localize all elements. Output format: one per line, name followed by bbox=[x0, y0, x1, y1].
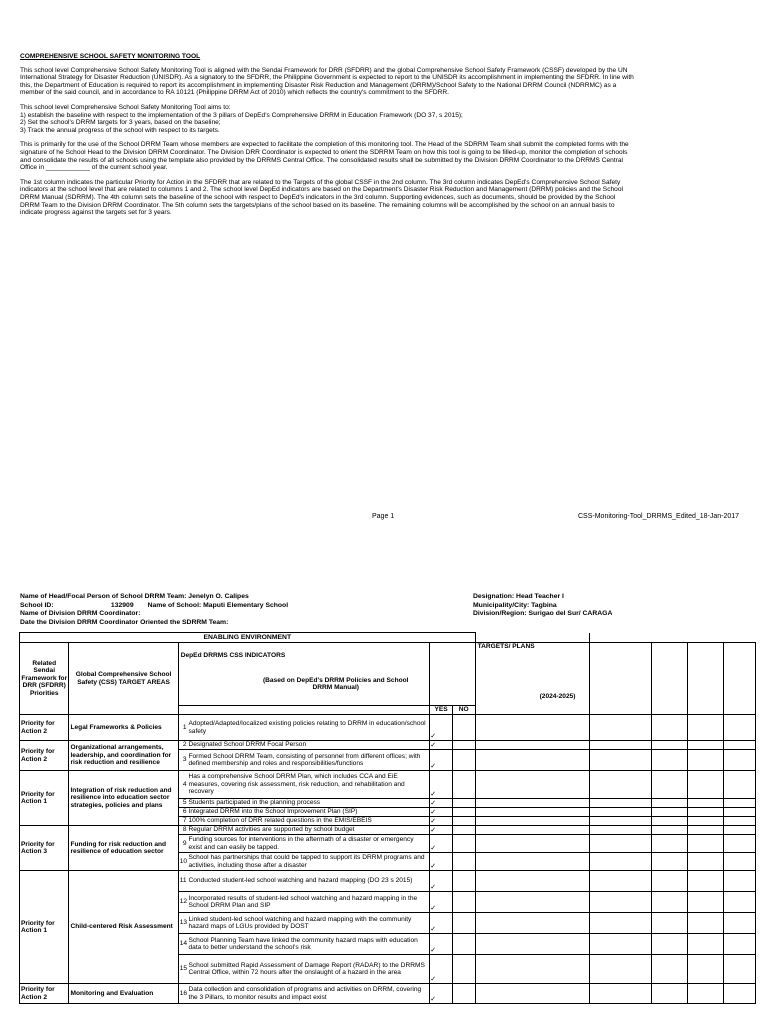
division-coordinator: Name of Division DRRM Coordinator: bbox=[20, 610, 141, 617]
target-cell[interactable] bbox=[475, 892, 589, 913]
head-person: Name of Head/Focal Person of School DRRM Team: Jenelyn O. Calipes bbox=[20, 593, 249, 600]
school-id-row bbox=[20, 602, 460, 611]
priority-cell: Priority for Action 2 bbox=[20, 741, 69, 771]
indicator-text: 100% completion of DRR related questions in the EMIS/EBEIS bbox=[187, 817, 429, 826]
progress-cell[interactable] bbox=[651, 934, 687, 955]
yes-cell[interactable]: ✓ bbox=[430, 955, 453, 984]
indicator-number: 14 bbox=[178, 934, 187, 955]
header-target-area: Global Comprehensive School Safety (CSS) TARGET AREAS bbox=[69, 643, 178, 715]
no-cell[interactable] bbox=[452, 835, 475, 853]
yes-cell[interactable]: ✓ bbox=[430, 853, 453, 871]
progress-cell[interactable] bbox=[687, 984, 723, 1004]
indicator-text: Incorporated results of student-led school watching and hazard mapping in the School DRRM Plan and SIP bbox=[187, 892, 429, 913]
progress-cell[interactable] bbox=[651, 955, 687, 984]
header-empty bbox=[589, 643, 651, 715]
indicator-number: 10 bbox=[178, 853, 187, 871]
progress-cell[interactable] bbox=[651, 892, 687, 913]
text-line: International Strategy for Disaster Reduction (UNISDR). As a signatory to the SFDRR, the Philippine Government is expected to report to the UNISDR its accomplishment in implementing the SFDRR. In line with bbox=[20, 74, 634, 82]
yes-cell[interactable]: ✓ bbox=[430, 892, 453, 913]
priority-cell: Priority for Action 1 bbox=[20, 871, 69, 984]
indicator-number: 4 bbox=[178, 771, 187, 799]
file-name: CSS-Monitoring-Tool_DRRMS_Edited_18-Jan-2017 bbox=[578, 513, 740, 520]
yes-cell[interactable]: ✓ bbox=[430, 913, 453, 934]
header-yes: YES bbox=[430, 706, 453, 715]
progress-cell[interactable] bbox=[651, 826, 687, 835]
document-title: COMPREHENSIVE SCHOOL SAFETY MONITORING TOOL bbox=[20, 53, 201, 60]
indicator-text: Adopted/Adapted/localized existing policies relating to DRRM in education/school safety bbox=[187, 715, 429, 741]
progress-cell[interactable] bbox=[589, 913, 651, 934]
indicator-text: School has partnerships that could be tapped to support its DRRM programs and activities, including those after a disaster bbox=[187, 853, 429, 871]
indicator-number: 11 bbox=[178, 871, 187, 892]
section-banner: ENABLING ENVIRONMENT bbox=[20, 633, 476, 643]
progress-cell[interactable] bbox=[651, 808, 687, 817]
target-cell[interactable] bbox=[475, 984, 589, 1004]
progress-cell[interactable] bbox=[687, 715, 723, 741]
priority-cell: Priority for Action 1 bbox=[20, 771, 69, 826]
indicator-text: Funding sources for interventions in the aftermath of a disaster or emergency exist and can easily be tapped. bbox=[187, 835, 429, 853]
header-baseline bbox=[430, 643, 475, 706]
indicator-text: Linked student-led school watching and hazard mapping with the community hazard maps of LGUs provided by DOST bbox=[187, 913, 429, 934]
progress-cell[interactable] bbox=[589, 835, 651, 853]
indicator-number: 9 bbox=[178, 835, 187, 853]
progress-cell[interactable] bbox=[723, 750, 755, 771]
progress-cell[interactable] bbox=[687, 817, 723, 826]
progress-cell[interactable] bbox=[589, 741, 651, 750]
progress-cell[interactable] bbox=[651, 771, 687, 799]
no-cell[interactable] bbox=[452, 955, 475, 984]
target-cell[interactable] bbox=[475, 750, 589, 771]
no-cell[interactable] bbox=[452, 808, 475, 817]
progress-cell[interactable] bbox=[651, 913, 687, 934]
progress-cell[interactable] bbox=[723, 741, 755, 750]
table-row bbox=[20, 741, 756, 750]
progress-cell[interactable] bbox=[651, 853, 687, 871]
target-area-cell: Funding for risk reduction and resilience of education sector bbox=[69, 826, 178, 871]
indicator-text: Integrated DRRM into the School Improvement Plan (SIP) bbox=[187, 808, 429, 817]
indicator-text: School submitted Rapid Assessment of Damage Report (RADAR) to the DRRMS Central Office, within 72 hours after the onslaught of a hazard in the area bbox=[187, 955, 429, 984]
target-area-cell: Organizational arrangements, leadership, and coordination for risk reduction and resilience bbox=[69, 741, 178, 771]
text-line: DRRM Manual (SDRRM). The 4th column sets the baseline of the school with respect to DepEd's indicators in the 3rd column. Supporting evidences, such as documents, should be provided by the School bbox=[20, 193, 616, 201]
no-cell[interactable] bbox=[452, 715, 475, 741]
municipality: Municipality/City: Tagbina bbox=[473, 601, 557, 609]
progress-cell[interactable] bbox=[723, 771, 755, 799]
indicator-number: 8 bbox=[178, 826, 187, 835]
yes-cell[interactable]: ✓ bbox=[430, 984, 453, 1004]
no-cell[interactable] bbox=[452, 984, 475, 1004]
text-line: This is primarily for the use of the School DRRM Team whose members are expected to facilitate the completion of this monitoring tool. The Head of the SDRRM Team shall submit the completed forms with the bbox=[20, 141, 629, 149]
yes-cell[interactable]: ✓ bbox=[430, 799, 453, 808]
target-cell[interactable] bbox=[475, 871, 589, 892]
progress-cell[interactable] bbox=[687, 808, 723, 817]
header-targets bbox=[475, 643, 589, 715]
intro-paragraph-2 bbox=[20, 104, 752, 134]
header-indicators-note: (Based on DepEd's DRRM Policies and School DRRM Manual) bbox=[262, 677, 409, 692]
yes-cell[interactable]: ✓ bbox=[430, 808, 453, 817]
indicator-number: 1 bbox=[178, 715, 187, 741]
progress-cell[interactable] bbox=[651, 835, 687, 853]
header-empty bbox=[651, 643, 687, 715]
progress-cell[interactable] bbox=[589, 750, 651, 771]
text-line: Office in ____________ of the current school year. bbox=[20, 164, 168, 172]
target-cell[interactable] bbox=[475, 808, 589, 817]
indicator-text: Regular DRRM activities are supported by school budget bbox=[187, 826, 429, 835]
date-oriented: Date the Division DRRM Coordinator Oriented the SDRRM Team: bbox=[20, 618, 229, 626]
target-cell[interactable] bbox=[475, 771, 589, 799]
indicator-number: 16 bbox=[178, 984, 187, 1004]
yes-cell[interactable]: ✓ bbox=[430, 817, 453, 826]
progress-cell[interactable] bbox=[651, 741, 687, 750]
target-cell[interactable] bbox=[475, 934, 589, 955]
progress-cell[interactable] bbox=[589, 871, 651, 892]
no-cell[interactable] bbox=[452, 799, 475, 808]
progress-cell[interactable] bbox=[687, 934, 723, 955]
text-line: indicators at the school level that are related to columns 1 and 2. The school level DepEd indicators are based on the Department's Disaster Risk Reduction and Management (DRRM) policies and the School bbox=[20, 186, 623, 194]
yes-cell[interactable]: ✓ bbox=[430, 741, 453, 750]
progress-cell[interactable] bbox=[687, 799, 723, 808]
indicator-number: 3 bbox=[178, 750, 187, 771]
target-area-cell: Monitoring and Evaluation bbox=[69, 984, 178, 1004]
progress-cell[interactable] bbox=[687, 741, 723, 750]
table-row bbox=[20, 715, 756, 741]
no-cell[interactable] bbox=[452, 826, 475, 835]
indicator-text: Data collection and consolidation of programs and activities on DRRM, covering the 3 Pillars, to monitor results and impact exist bbox=[187, 984, 429, 1004]
school-id-value: 132909 bbox=[110, 601, 134, 609]
target-area-cell: Integration of risk reduction and resilience into education sector strategies, policies and plans bbox=[69, 771, 178, 826]
no-cell[interactable] bbox=[452, 871, 475, 892]
progress-cell[interactable] bbox=[651, 799, 687, 808]
target-cell[interactable] bbox=[475, 741, 589, 750]
progress-cell[interactable] bbox=[589, 715, 651, 741]
progress-cell[interactable] bbox=[589, 892, 651, 913]
table-row bbox=[20, 871, 756, 892]
indicator-number: 2 bbox=[178, 741, 187, 750]
progress-cell[interactable] bbox=[651, 984, 687, 1004]
progress-cell[interactable] bbox=[687, 871, 723, 892]
target-area-cell: Legal Frameworks & Policies bbox=[69, 715, 178, 741]
yes-cell[interactable]: ✓ bbox=[430, 750, 453, 771]
indicator-text: Formed School DRRM Team, consisting of personnel from different offices; with defined membership and roles and responsibilities/functions bbox=[187, 750, 429, 771]
indicator-number: 15 bbox=[178, 955, 187, 984]
progress-cell[interactable] bbox=[687, 853, 723, 871]
header-targets-year: (2024-2025) bbox=[539, 693, 576, 700]
progress-cell[interactable] bbox=[723, 955, 755, 984]
target-cell[interactable] bbox=[475, 955, 589, 984]
monitoring-table bbox=[19, 632, 756, 1004]
text-line: DRRM Team to the Division DRRM Coordinator. The 5th column sets the targets/plans of the school based on its baseline. The remaining columns will be accomplished by the school on an annual basis to bbox=[20, 201, 615, 209]
text-line: signature of he School Head to the Division DRRM Coordinator. The Division DRR Coordinator is expected to orient the SDRRM Team on how this tool is going to be filled-up, monitor the completion of schools bbox=[20, 148, 628, 156]
progress-cell[interactable] bbox=[687, 826, 723, 835]
priority-cell: Priority for Action 2 bbox=[20, 715, 69, 741]
progress-cell[interactable] bbox=[651, 817, 687, 826]
indicator-text: Has a comprehensive School DRRM Plan, which includes CCA and EiE measures, covering risk assessment, risk reduction, and rehabilitation and recovery bbox=[187, 771, 429, 799]
yes-cell[interactable]: ✓ bbox=[430, 771, 453, 799]
progress-cell[interactable] bbox=[723, 913, 755, 934]
no-cell[interactable] bbox=[452, 750, 475, 771]
text-line: and consolidate the results of all schools using the template also provided by the DRRMS Central Office. The consolidated results shall be submitted by the Division DRRM Coordinator to the DRRMS Central bbox=[20, 156, 624, 164]
progress-cell[interactable] bbox=[687, 750, 723, 771]
indicator-text: Designated School DRRM Focal Person bbox=[187, 741, 429, 750]
target-cell[interactable] bbox=[475, 835, 589, 853]
progress-cell[interactable] bbox=[651, 750, 687, 771]
progress-cell[interactable] bbox=[589, 984, 651, 1004]
target-cell[interactable] bbox=[475, 826, 589, 835]
progress-cell[interactable] bbox=[687, 892, 723, 913]
progress-cell[interactable] bbox=[589, 771, 651, 799]
progress-cell[interactable] bbox=[723, 984, 755, 1004]
school-name: Name of School: Maputi Elementary School bbox=[147, 601, 289, 609]
text-line: this, the Department of Education is required to report its accomplishment in implementing Disaster Risk Reduction and Management (DRRM)/School Safety to the National DRRM Council (NDRRMC) as a bbox=[20, 81, 617, 89]
progress-cell[interactable] bbox=[723, 853, 755, 871]
yes-cell[interactable]: ✓ bbox=[430, 871, 453, 892]
school-id-label: School ID: bbox=[20, 601, 54, 609]
progress-cell[interactable] bbox=[723, 934, 755, 955]
target-cell[interactable] bbox=[475, 715, 589, 741]
priority-cell: Priority for Action 2 bbox=[20, 984, 69, 1004]
progress-cell[interactable] bbox=[723, 871, 755, 892]
progress-cell[interactable] bbox=[589, 826, 651, 835]
progress-cell[interactable] bbox=[651, 871, 687, 892]
indicator-text: School Planning Team have linked the community hazard maps with education data to better understand the school's risk bbox=[187, 934, 429, 955]
text-line: indicate progress against the targets set for 3 years. bbox=[20, 209, 172, 217]
progress-cell[interactable] bbox=[723, 892, 755, 913]
indicator-number: 13 bbox=[178, 913, 187, 934]
progress-cell[interactable] bbox=[687, 771, 723, 799]
intro-paragraph-1 bbox=[20, 67, 752, 97]
page-number: Page 1 bbox=[372, 513, 395, 520]
progress-cell[interactable] bbox=[723, 715, 755, 741]
text-line: This school level Comprehensive School Safety Monitoring Tool aims to: bbox=[20, 103, 231, 111]
progress-cell[interactable] bbox=[723, 799, 755, 808]
progress-cell[interactable] bbox=[723, 808, 755, 817]
progress-cell[interactable] bbox=[723, 835, 755, 853]
header-indicators bbox=[178, 643, 430, 706]
no-cell[interactable] bbox=[452, 853, 475, 871]
header-targets-title: TARGETS/ PLANS bbox=[477, 643, 535, 650]
no-cell[interactable] bbox=[452, 892, 475, 913]
yes-cell[interactable]: ✓ bbox=[430, 835, 453, 853]
indicator-number: 7 bbox=[178, 817, 187, 826]
yes-cell[interactable]: ✓ bbox=[430, 715, 453, 741]
header-empty bbox=[723, 643, 755, 715]
header-indicators-title: DepEd DRRMS CSS INDICATORS bbox=[180, 652, 286, 659]
priority-cell: Priority for Action 3 bbox=[20, 826, 69, 871]
division-region: Division/Region: Surigao del Sur/ CARAGA bbox=[473, 610, 613, 617]
progress-cell[interactable] bbox=[589, 808, 651, 817]
no-cell[interactable] bbox=[452, 741, 475, 750]
progress-cell[interactable] bbox=[651, 715, 687, 741]
progress-cell[interactable] bbox=[589, 955, 651, 984]
table-row bbox=[20, 771, 756, 799]
text-line: member of the said council, and in accordance to RA 10121 (Philippine DRRM Act of 2010) which reflects the country's commitment to the SFDRR. bbox=[20, 89, 449, 97]
progress-cell[interactable] bbox=[589, 934, 651, 955]
indicator-text: Conducted student-led school watching and hazard mapping (DO 23 s 2015) bbox=[187, 871, 429, 892]
text-line: 2) Set the school's DRRM targets for 3 years, based on the baseline; bbox=[20, 119, 221, 127]
intro-section bbox=[20, 53, 752, 224]
target-cell[interactable] bbox=[475, 913, 589, 934]
text-line: The 1st column indicates the particular Priority for Action in the SFDRR that are related to the Targets of the global CSSF in the 2nd column. The 3rd column indicates DepEd's Comprehensive School Safety bbox=[20, 178, 621, 186]
progress-cell[interactable] bbox=[687, 955, 723, 984]
yes-cell[interactable]: ✓ bbox=[430, 934, 453, 955]
table-row bbox=[20, 826, 756, 835]
header-priority: Related Sendai Framework for DRR (SFDRR) Priorities bbox=[20, 643, 69, 715]
no-cell[interactable] bbox=[452, 934, 475, 955]
progress-cell[interactable] bbox=[589, 799, 651, 808]
progress-cell[interactable] bbox=[723, 826, 755, 835]
school-info-left bbox=[20, 593, 460, 627]
intro-paragraph-3 bbox=[20, 141, 752, 171]
indicator-text: Students participated in the planning process bbox=[187, 799, 429, 808]
progress-cell[interactable] bbox=[589, 853, 651, 871]
progress-cell[interactable] bbox=[723, 817, 755, 826]
progress-cell[interactable] bbox=[687, 913, 723, 934]
no-cell[interactable] bbox=[452, 913, 475, 934]
header-no: NO bbox=[452, 706, 475, 715]
table-row bbox=[20, 984, 756, 1004]
header-empty bbox=[687, 643, 723, 715]
text-line: This school level Comprehensive School Safety Monitoring Tool is aligned with the Sendai Framework for DRR (SFDRR) and the global Comprehensive School Safety Framework (CSSF) developed by the UN bbox=[20, 66, 628, 74]
no-cell[interactable] bbox=[452, 817, 475, 826]
indicator-number: 5 bbox=[178, 799, 187, 808]
target-cell[interactable] bbox=[475, 817, 589, 826]
intro-paragraph-4 bbox=[20, 179, 752, 217]
table-body bbox=[20, 715, 756, 1004]
designation: Designation: Head Teacher I bbox=[473, 593, 564, 600]
indicator-number: 6 bbox=[178, 808, 187, 817]
progress-cell[interactable] bbox=[589, 817, 651, 826]
school-info-right bbox=[473, 593, 753, 619]
text-line: 1) establish the baseline with respect to the implementation of the 3 pillars of DepEd's Comprehensive DRRM in Education Framework (DO 37, s 2015); bbox=[20, 111, 463, 119]
no-cell[interactable] bbox=[452, 771, 475, 799]
target-area-cell: Child-centered Risk Assessment bbox=[69, 871, 178, 984]
indicator-number: 12 bbox=[178, 892, 187, 913]
target-cell[interactable] bbox=[475, 799, 589, 808]
target-cell[interactable] bbox=[475, 853, 589, 871]
text-line: 3) Track the annual progress of the school with respect to its targets. bbox=[20, 126, 220, 134]
yes-cell[interactable]: ✓ bbox=[430, 826, 453, 835]
progress-cell[interactable] bbox=[687, 835, 723, 853]
